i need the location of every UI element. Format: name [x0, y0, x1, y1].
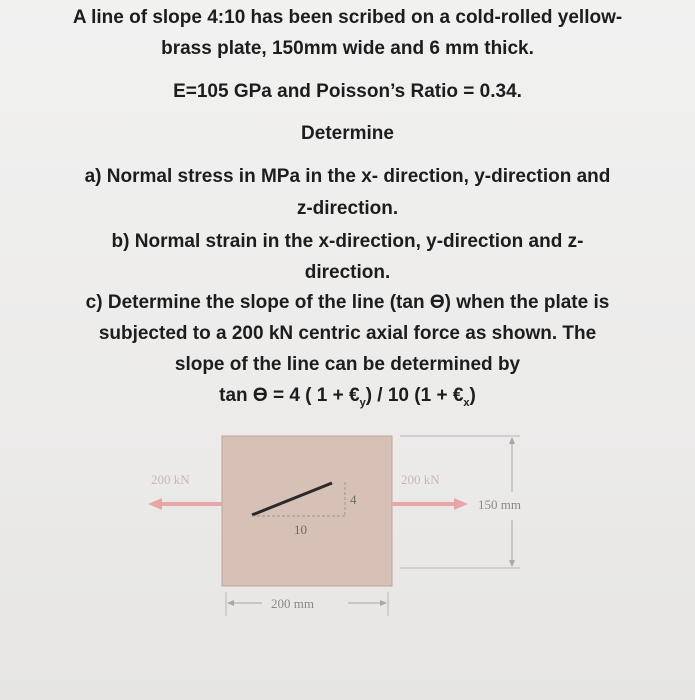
- material-properties: E=105 GPa and Poisson’s Ratio = 0.34.: [173, 81, 522, 102]
- length-arrow-left: [227, 600, 234, 606]
- part-b-line-2: direction.: [304, 262, 391, 283]
- intro-line-2: brass plate, 150mm wide and 6 mm thick.: [161, 38, 534, 59]
- determine-heading: Determine: [301, 123, 394, 144]
- length-label: 200 mm: [271, 596, 314, 611]
- part-a-line-2: z-direction.: [296, 198, 399, 219]
- part-c-line-3: slope of the line can be determined by: [174, 354, 521, 375]
- formula-part-1: tan ϴ = 4 ( 1 + €: [219, 385, 360, 406]
- part-a-line-1: a) Normal stress in MPa in the x- direction, y-direction and: [84, 166, 611, 187]
- height-arrow-bottom: [509, 560, 515, 567]
- brass-plate: [222, 436, 392, 586]
- formula-part-3: ): [469, 385, 476, 406]
- part-b-line-1: b) Normal strain in the x-direction, y-direction and z-: [111, 231, 584, 252]
- right-force-arrowhead: [454, 498, 468, 510]
- intro-line-1: A line of slope 4:10 has been scribed on a cold-rolled yellow-: [72, 7, 623, 28]
- slope-run-label: 10: [294, 522, 307, 537]
- part-c-line-2: subjected to a 200 kN centric axial force as shown. The: [98, 323, 597, 344]
- height-label: 150 mm: [478, 497, 521, 512]
- part-c-line-1: c) Determine the slope of the line (tan ϴ) when the plate is: [85, 292, 610, 313]
- plate-diagram: [0, 420, 695, 620]
- length-arrow-right: [380, 600, 387, 606]
- slope-formula: [0, 384, 695, 408]
- plate-figure: [0, 420, 695, 620]
- height-arrow-top: [509, 437, 515, 444]
- formula-subscript-y: y: [359, 396, 366, 409]
- left-force-label: 200 kN: [151, 472, 190, 487]
- left-force-arrowhead: [148, 498, 162, 510]
- right-force-label: 200 kN: [401, 472, 440, 487]
- slope-rise-label: 4: [350, 492, 357, 507]
- formula-part-2: ) / 10 (1 + €: [365, 385, 464, 406]
- formula-subscript-x: x: [463, 396, 470, 409]
